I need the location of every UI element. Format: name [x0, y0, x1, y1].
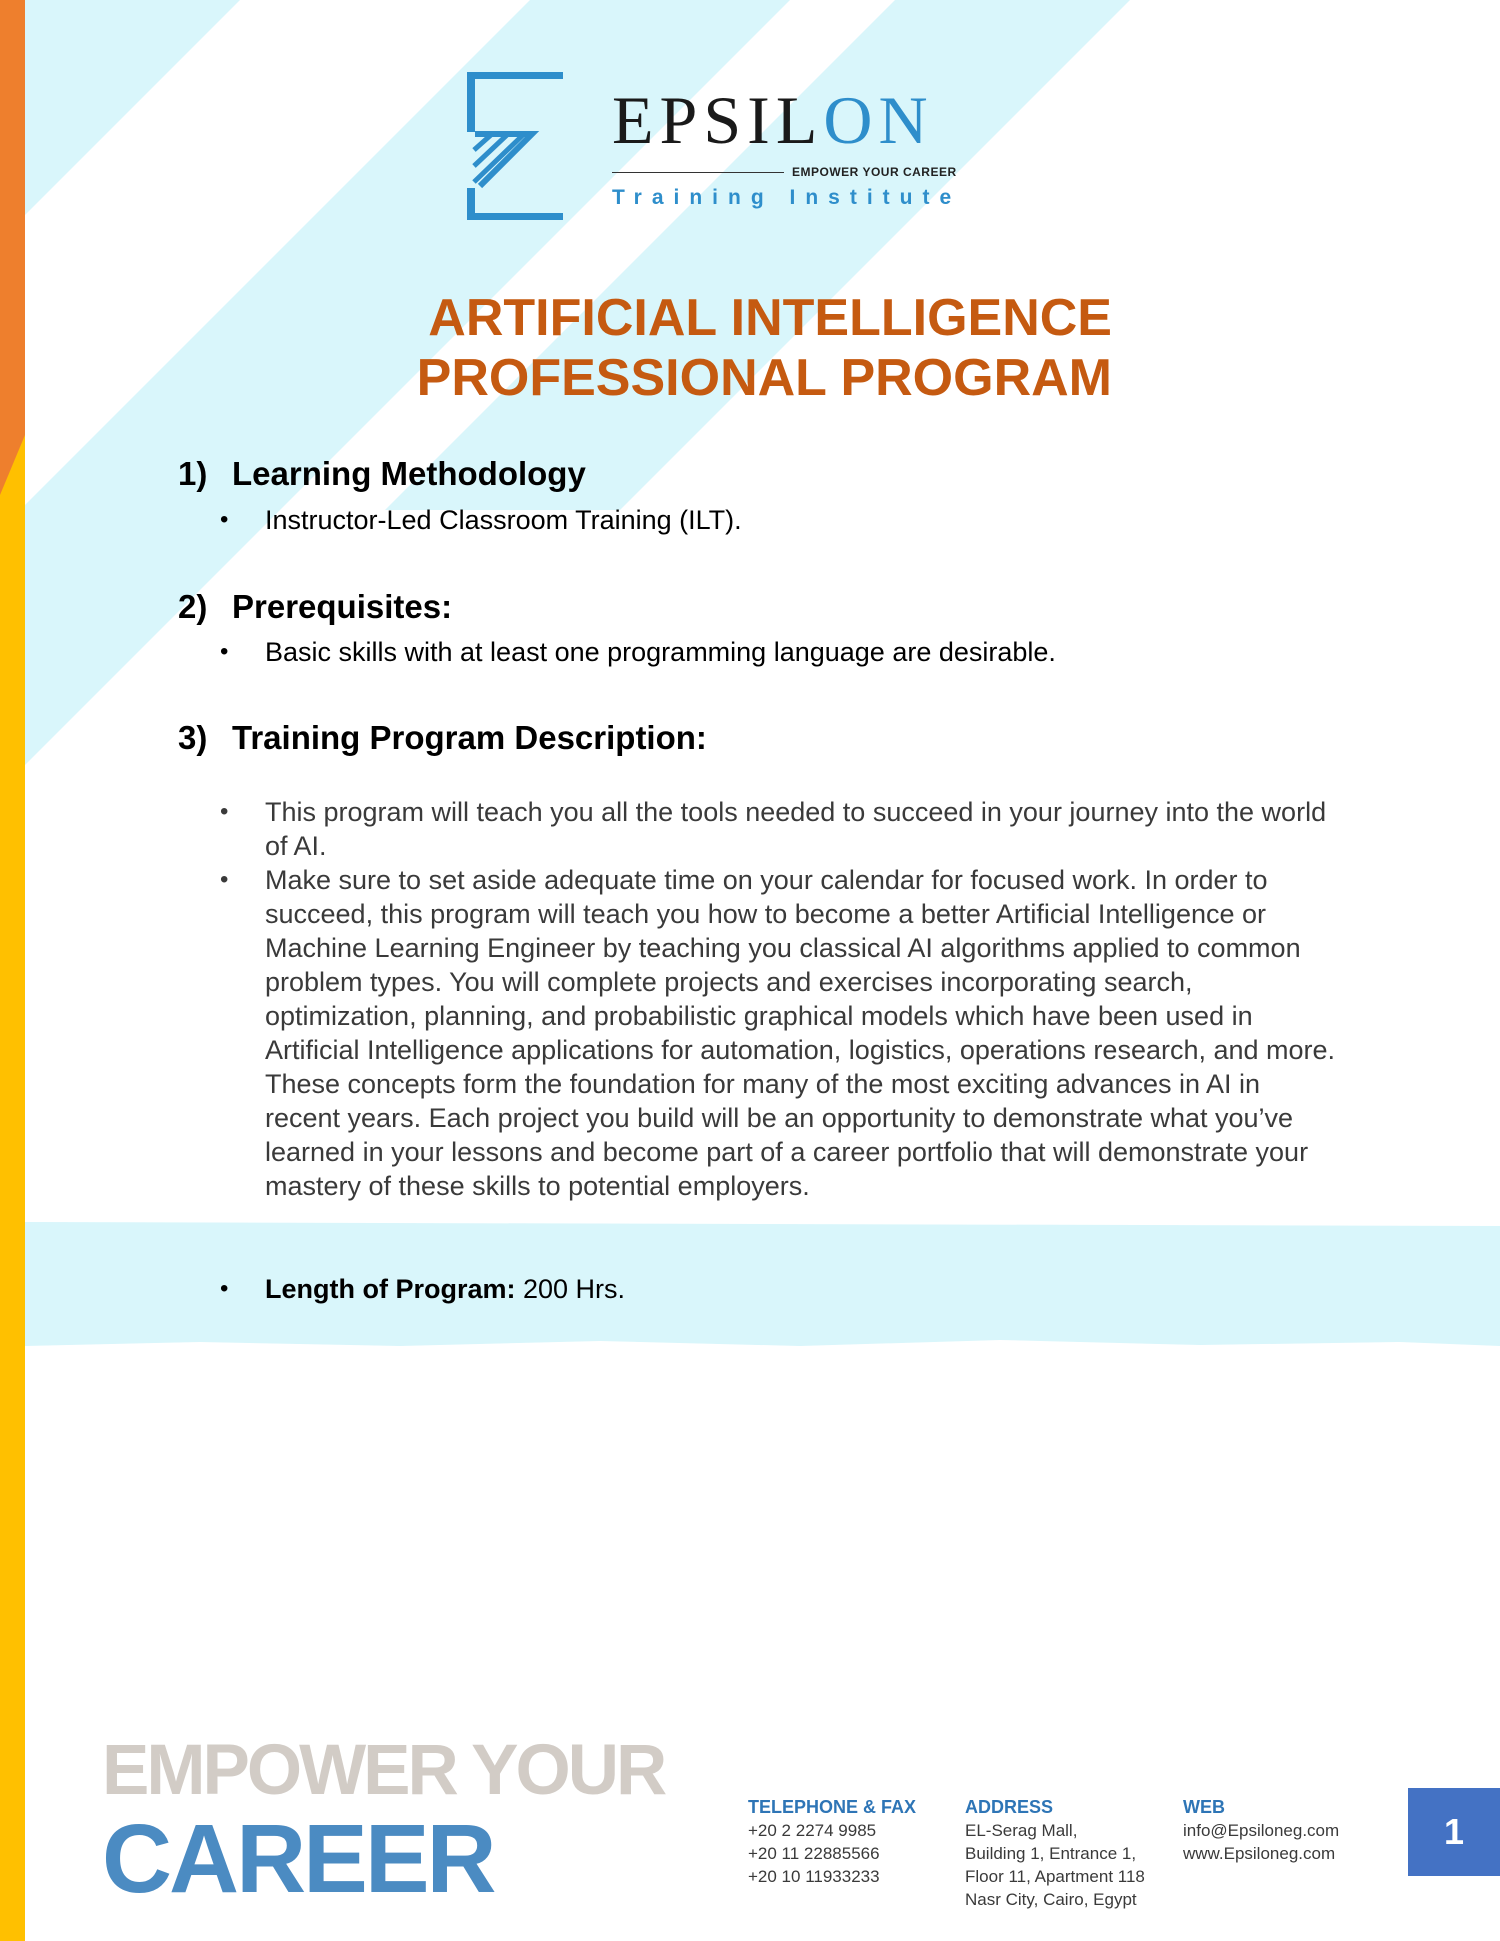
section-title: Prerequisites:	[232, 588, 453, 625]
section-title: Learning Methodology	[232, 455, 586, 492]
logo-word-accent: ON	[823, 82, 934, 158]
telephone-line: +20 10 11933233	[748, 1867, 880, 1886]
section-heading	[178, 588, 452, 626]
description-list	[220, 795, 1340, 1203]
logo-subtitle: Training Institute	[612, 186, 962, 209]
section-heading	[178, 719, 707, 757]
section-number: 3)	[178, 719, 208, 756]
footer-slogan-line-2: CAREER	[102, 1804, 494, 1913]
address-line: Building 1, Entrance 1,	[965, 1844, 1137, 1863]
logo-rule	[612, 172, 784, 173]
list-item: • Make sure to set aside adequate time on your calendar for focused work. In order to succeed, this program will teach you how to become a better Artificial Intelligence or Machine Learning Engineer by teaching you classical AI algorithms applied to common problem types. You will complete projects and exercises incorporating search, optimization, planning, and probabilistic graphical models which have been used in Artificial Intelligence applications for automation, logistics, operations research, and more. These concepts form the foundation for many of the most exciting advances in AI in recent years. Each project you build will be an opportunity to demonstrate what you’ve learned in your lessons and become part of a career portfolio that will demonstrate your mastery of these skills to potential employers.	[220, 863, 1340, 1203]
logo-tagline: EMPOWER YOUR CAREER	[792, 165, 957, 179]
list-item: • Basic skills with at least one programming language are desirable.	[220, 635, 1340, 669]
section-number: 1)	[178, 455, 208, 492]
list-item: • This program will teach you all the tools needed to succeed in your journey into the world of AI.	[220, 795, 1340, 863]
footer-web	[1183, 1796, 1339, 1865]
title-line-2: PROFESSIONAL PROGRAM	[416, 349, 1112, 407]
address-line: EL-Serag Mall,	[965, 1821, 1078, 1840]
length-value: 200 Hrs.	[515, 1274, 626, 1304]
address-line: Floor 11, Apartment 118	[965, 1867, 1145, 1886]
section-heading	[178, 455, 586, 493]
footer-slogan-line-1: EMPOWER YOUR	[102, 1731, 665, 1810]
length-label: Length of Program:	[265, 1274, 516, 1304]
logo-word-main: EPSIL	[612, 82, 824, 158]
telephone-line: +20 11 22885566	[748, 1844, 880, 1863]
footer-telephone	[748, 1796, 916, 1888]
logo-wordmark	[612, 82, 934, 158]
email-link[interactable]: info@Epsiloneg.com	[1183, 1821, 1340, 1840]
title-line-1: ARTIFICIAL INTELLIGENCE	[428, 289, 1112, 347]
website-link[interactable]: www.Epsiloneg.com	[1183, 1844, 1336, 1863]
section-number: 2)	[178, 588, 208, 625]
epsilon-logo	[462, 68, 982, 228]
list-item: • Instructor-Led Classroom Training (ILT).	[220, 503, 1340, 537]
program-length	[220, 1272, 1340, 1306]
bullet-list	[220, 503, 1340, 537]
logo-mark-icon	[462, 68, 567, 228]
web-heading: WEB	[1183, 1797, 1225, 1817]
list-item	[220, 1272, 1340, 1306]
document-title	[212, 288, 1112, 408]
footer-address	[965, 1796, 1145, 1911]
telephone-heading: TELEPHONE & FAX	[748, 1797, 917, 1817]
page-number-badge: 1	[1408, 1788, 1500, 1876]
address-heading: ADDRESS	[965, 1797, 1054, 1817]
telephone-line: +20 2 2274 9985	[748, 1821, 877, 1840]
address-line: Nasr City, Cairo, Egypt	[965, 1890, 1137, 1909]
section-title: Training Program Description:	[232, 719, 707, 756]
bullet-list	[220, 635, 1340, 669]
